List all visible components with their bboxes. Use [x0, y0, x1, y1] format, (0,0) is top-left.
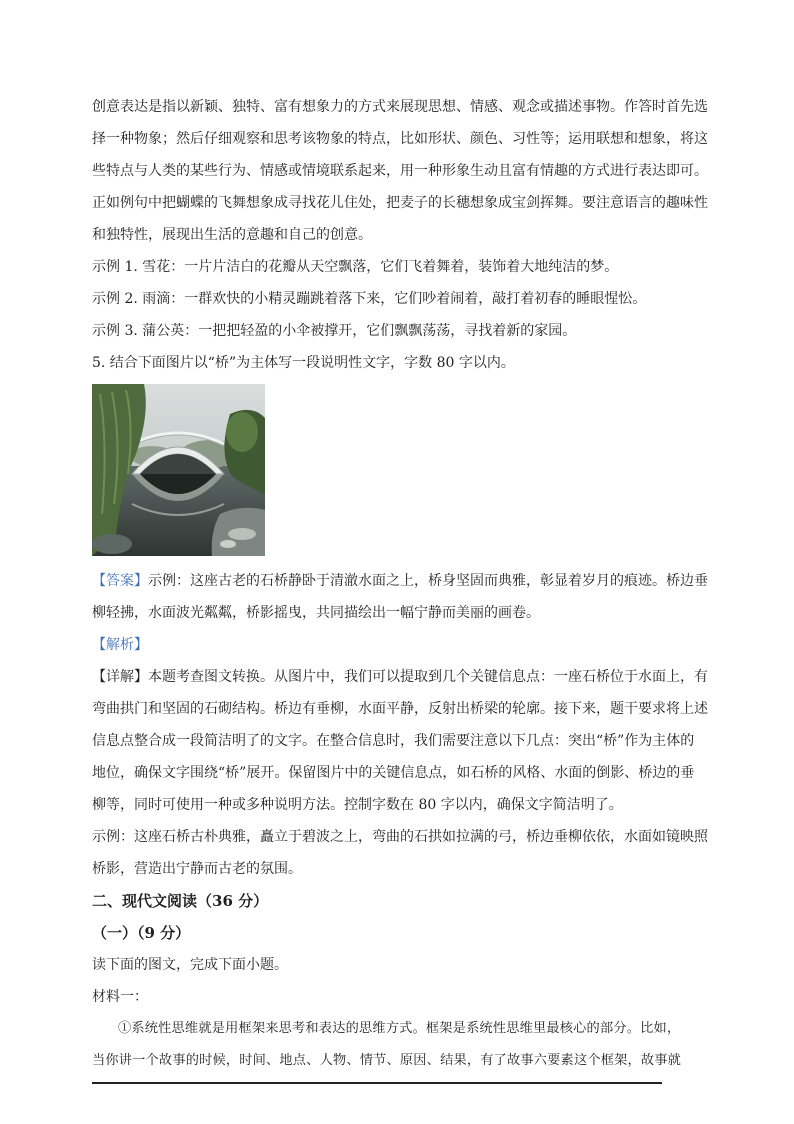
- example-final-line: 示例：这座石桥古朴典雅，矗立于碧波之上，弯曲的石拱如拉满的弓，桥边垂柳依依，水面如镜映照: [92, 829, 708, 845]
- material-line: 当你讲一个故事的时候，时间、地点、人物、情节、原因、结果，有了故事六要素这个框架，故事就: [92, 1053, 682, 1068]
- paragraph-line: 和独特性，展现出生活的意趣和自己的创意。: [92, 227, 372, 243]
- question-5: 5. 结合下面图片以“桥”为主体写一段说明性文字，字数 80 字以内。: [92, 355, 515, 371]
- detail-text: 本题考查图文转换。从图片中，我们可以提取到几个关键信息点：一座石桥位于水面上，有: [148, 669, 708, 685]
- answer-line: 柳轻拂，水面波光粼粼，桥影摇曳，共同描绘出一幅宁静而美丽的画卷。: [92, 605, 540, 621]
- example-final-line: 桥影，营造出宁静而古老的氛围。: [92, 861, 302, 877]
- bridge-photo: [92, 384, 265, 556]
- example-line: 示例 1. 雪花：一片片洁白的花瓣从天空飘落，它们飞着舞着，装饰着大地纯洁的梦。: [92, 259, 619, 275]
- detail-line: 柳等，同时可使用一种或多种说明方法。控制字数在 80 字以内，确保文字简洁明了。: [92, 797, 623, 813]
- paragraph-line: 正如例句中把蝴蝶的飞舞想象成寻找花儿住处，把麦子的长穗想象成宝剑挥舞。要注意语言的趣味性: [92, 195, 708, 211]
- analysis-tag: 【解析】: [92, 637, 148, 653]
- detail-line: 信息点整合成一段简洁明了的文字。在整合信息时，我们需要注意以下几点：突出“桥”作为主体的: [92, 733, 695, 749]
- detail-line: 地位，确保文字围绕“桥”展开。保留图片中的关键信息点，如石桥的风格、水面的倒影、桥边的垂: [92, 765, 695, 781]
- instruction: 读下面的图文，完成下面小题。: [92, 957, 288, 973]
- detail-tag: 【详解】: [92, 669, 148, 685]
- section-2-title: 二、现代文阅读（36 分）: [92, 892, 269, 910]
- answer-line: [92, 571, 712, 591]
- paragraph-line: 择一种物象；然后仔细观察和思考该物象的特点，比如形状、颜色、习性等；运用联想和想象，将这: [92, 131, 708, 147]
- example-line: 示例 3. 蒲公英：一把把轻盈的小伞被撑开，它们飘飘荡荡，寻找着新的家园。: [92, 323, 577, 339]
- answer-tag: 【答案】: [92, 573, 148, 589]
- detail-line: [92, 667, 712, 687]
- detail-line: 弯曲拱门和坚固的石砌结构。桥边有垂柳，水面平静，反射出桥梁的轮廓。接下来，题干要求将上述: [92, 701, 708, 717]
- material-label: 材料一：: [92, 989, 148, 1005]
- footnote-divider: [92, 1082, 662, 1084]
- subsection-1-title: （一）（9 分）: [92, 924, 191, 942]
- paragraph-line: 些特点与人类的某些行为、情感或情境联系起来，用一种形象生动且富有情趣的方式进行表达即可。: [92, 163, 708, 179]
- answer-text: 示例：这座古老的石桥静卧于清澈水面之上，桥身坚固而典雅，彰显着岁月的痕迹。桥边垂: [148, 573, 708, 589]
- example-line: 示例 2. 雨滴：一群欢快的小精灵蹦跳着落下来，它们吵着闹着，敲打着初春的睡眼惺忪。: [92, 291, 647, 307]
- material-line: ①系统性思维就是用框架来思考和表达的思维方式。框架是系统性思维里最核心的部分。比如，: [118, 1021, 681, 1036]
- paragraph-line: 创意表达是指以新颖、独特、富有想象力的方式来展现思想、情感、观念或描述事物。作答时首先选: [92, 99, 708, 115]
